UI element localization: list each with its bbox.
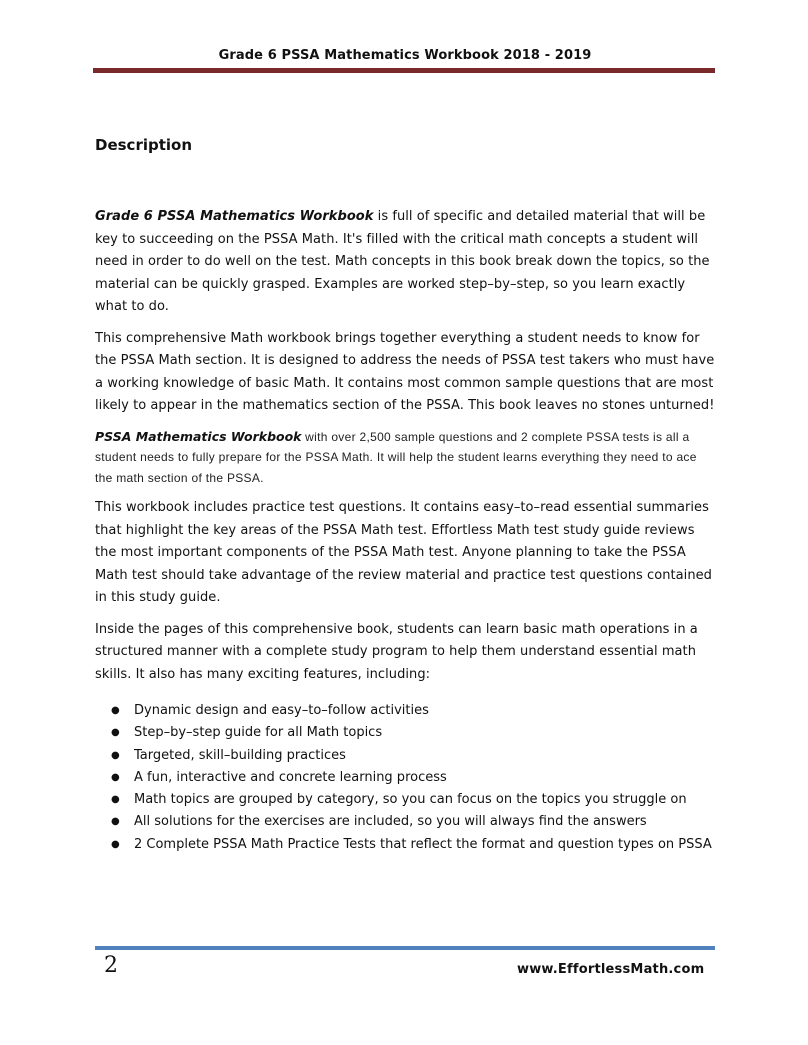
- list-item: [95, 767, 717, 789]
- list-item: [95, 811, 717, 833]
- body-text: [95, 206, 717, 856]
- paragraph-text: This workbook includes practice test questions. It contains easy–to–read essential summaries that highlight the key areas of the PSSA Math test. Effortless Math test study guide reviews the most important components of the PSSA Math test. Anyone planning to take the PSSA Math test should take advantage of the review material and practice test questions contained in this study guide.: [95, 500, 712, 605]
- bullet-icon: ●: [111, 771, 120, 783]
- list-item: [95, 834, 717, 856]
- paragraph-practice-tests: [95, 497, 717, 610]
- bullet-icon: ●: [111, 838, 120, 850]
- paragraph-text: Inside the pages of this comprehensive book, students can learn basic math operations in a structured manner with a complete study program to help them understand essential math skills. It also has many exciting features, including:: [95, 621, 698, 682]
- bullet-icon: ●: [111, 705, 120, 716]
- list-item-text: A fun, interactive and concrete learning process: [134, 769, 447, 785]
- paragraph-comprehensive: [95, 328, 717, 418]
- section-title: Description: [95, 136, 193, 154]
- list-item: [95, 700, 717, 722]
- running-header: Grade 6 PSSA Mathematics Workbook 2018 - 2019: [218, 48, 592, 63]
- bullet-icon: ●: [111, 749, 120, 761]
- list-item: [95, 722, 717, 744]
- list-item-text: 2 Complete PSSA Math Practice Tests that reflect the format and question types on PSSA: [134, 836, 712, 852]
- book-title-emphasis: Grade 6 PSSA Mathematics Workbook: [95, 209, 374, 224]
- bullet-icon: ●: [111, 794, 120, 806]
- paragraph-text: This comprehensive Math workbook brings together everything a student needs to know for the PSSA Math section. It is designed to address the needs of PSSA test takers who must have a working knowledge of basic Math. It contains most common sample questions that are most likely to appear in the mathematics section of the PSSA. This book leaves no stones unturned!: [95, 330, 715, 413]
- list-item-text: Step–by–step guide for all Math topics: [134, 725, 383, 741]
- list-item: [95, 745, 717, 767]
- footer-website: www.EffortlessMath.com: [517, 962, 705, 977]
- bullet-icon: ●: [111, 727, 120, 739]
- list-item: [95, 789, 717, 811]
- feature-list: [95, 700, 717, 856]
- bullet-icon: ●: [111, 816, 120, 828]
- page-number: 2: [104, 953, 118, 978]
- list-item-text: Targeted, skill–building practices: [134, 747, 346, 763]
- list-item-text: Math topics are grouped by category, so you can focus on the topics you struggle on: [134, 792, 687, 808]
- list-item-text: Dynamic design and easy–to–follow activities: [134, 703, 429, 718]
- paragraph-text: with over 2,500 sample questions and 2 complete PSSA tests is all a student needs to fully prepare for the PSSA Math. It will help the student learns everything they need to ace the math section of the PSSA.: [95, 429, 697, 485]
- paragraph-text: is full of specific and detailed material that will be key to succeeding on the PSSA Math. It's filled with the critical math concepts a student will need in order to do well on the test. Math concepts in this book break down the topics, so the material can be quickly grasped. Examples are worked step–by–step, so you learn exactly what to do.: [95, 209, 710, 314]
- book-title-emphasis: PSSA Mathematics Workbook: [95, 428, 302, 444]
- header-rule: [93, 68, 715, 73]
- list-item-text: All solutions for the exercises are included, so you will always find the answers: [134, 814, 647, 830]
- paragraph-workbook-summary: [95, 427, 717, 489]
- paragraph-intro: [95, 206, 717, 319]
- paragraph-features-intro: [95, 619, 717, 687]
- footer-rule: [95, 946, 715, 950]
